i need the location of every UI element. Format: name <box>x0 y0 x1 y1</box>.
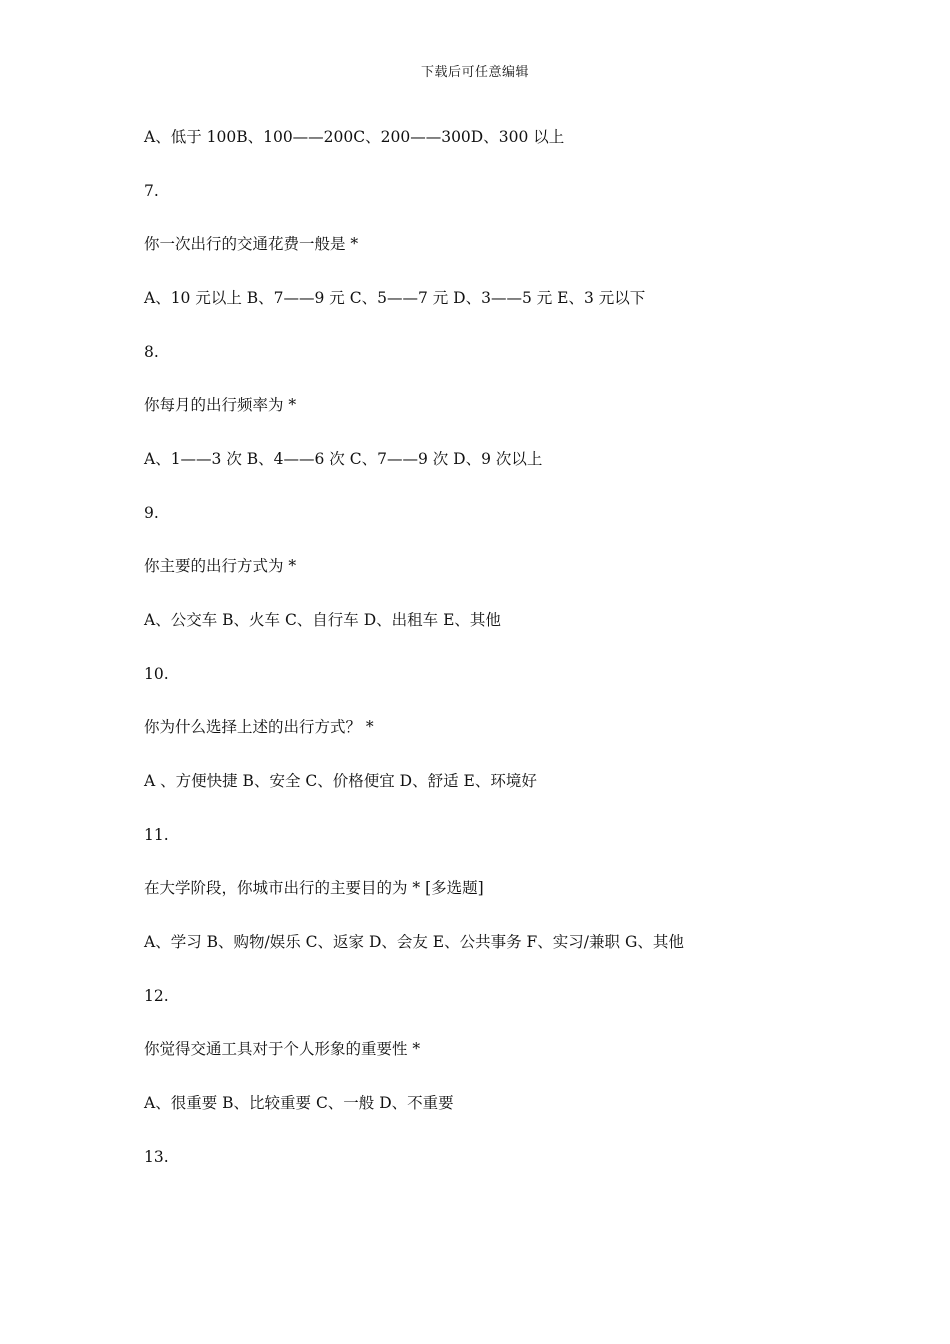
question-text: 在大学阶段，你城市出行的主要目的为 * [多选题] <box>144 879 484 897</box>
question-text: 你为什么选择上述的出行方式？ * <box>144 718 374 736</box>
question-number: 9. <box>144 504 159 522</box>
question-number: 8. <box>144 343 159 361</box>
answer-options-line: A、公交车 B、火车 C、自行车 D、出租车 E、其他 <box>144 611 501 629</box>
question-text: 你一次出行的交通花费一般是 * <box>144 235 359 253</box>
page-header: 下载后可任意编辑 <box>420 65 529 80</box>
question-number: 12. <box>144 987 169 1005</box>
question-number: 7. <box>144 182 159 200</box>
question-text: 你觉得交通工具对于个人形象的重要性 * <box>144 1040 421 1058</box>
question-number: 10. <box>144 665 169 683</box>
answer-options-line: A、1——3 次 B、4——6 次 C、7——9 次 D、9 次以上 <box>144 450 543 468</box>
question-text: 你每月的出行频率为 * <box>144 396 297 414</box>
question-number: 13. <box>144 1148 169 1166</box>
answer-options-line: A、学习 B、购物/娱乐 C、返家 D、会友 E、公共事务 F、实习/兼职 G、其他 <box>144 933 684 951</box>
question-text: 你主要的出行方式为 * <box>144 557 297 575</box>
answer-options-line: A、10 元以上 B、7——9 元 C、5——7 元 D、3——5 元 E、3 元以下 <box>144 289 646 307</box>
answer-options-line: A、很重要 B、比较重要 C、一般 D、不重要 <box>144 1094 454 1112</box>
question-number: 11. <box>144 826 169 844</box>
answer-options-line: A 、方便快捷 B、安全 C、价格便宜 D、舒适 E、环境好 <box>144 772 537 790</box>
answer-options-line: A、低于 100B、100——200C、200——300D、300 以上 <box>144 128 565 146</box>
